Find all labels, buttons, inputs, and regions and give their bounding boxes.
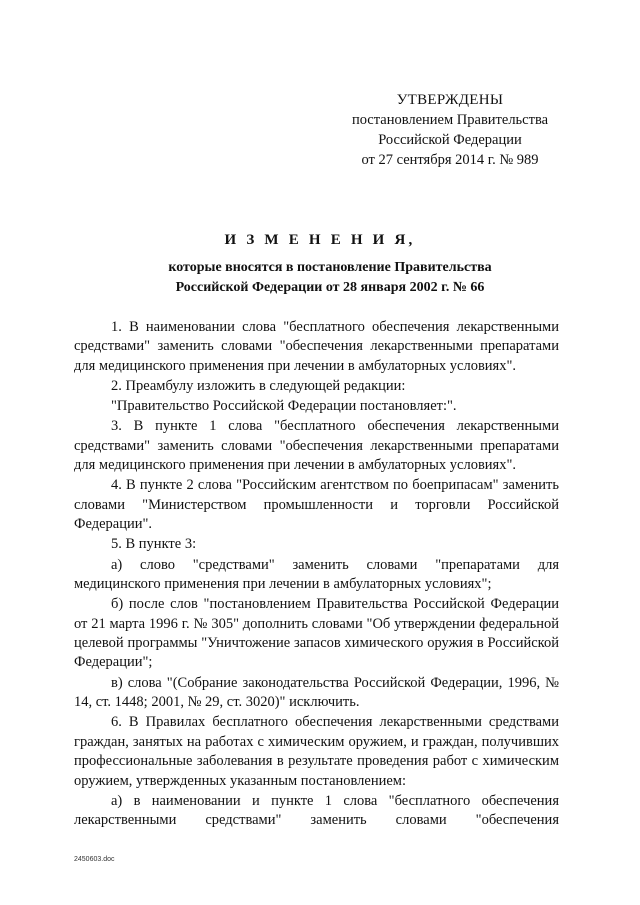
document-body <box>74 318 559 831</box>
footer-file-code: 2450603.doc <box>74 856 115 863</box>
paragraph-4: 4. В пункте 2 слова "Российским агентством по боеприпасам" заменить словами "Министерством промышленности и торговли Российской Федерации". <box>74 477 559 533</box>
approval-stamp <box>340 90 560 170</box>
approval-title: УТВЕРЖДЕНЫ <box>396 92 504 108</box>
document-subtitle-line-2: Российской Федерации от 28 января 2002 г. № 66 <box>175 280 485 295</box>
paragraph-2-text: "Правительство Российской Федерации постановляет:". <box>111 398 457 415</box>
document-subtitle <box>140 258 520 298</box>
paragraph-5b: б) после слов "постановлением Правительства Российской Федерации от 21 марта 1996 г. № 305" дополнить словами "Об утверждении федеральной целевой программы "Уничтожение запасов химического оружия в Российской Федерации"; <box>74 596 559 671</box>
paragraph-6a: а) в наименовании и пункте 1 слова "бесплатного обеспечения лекарственными средствами" заменить словами "обеспечения <box>74 792 559 829</box>
approval-line-2: Российской Федерации <box>378 132 522 148</box>
paragraph-5a: а) слово "средствами" заменить словами "препаратами для медицинского применения при лечении в амбулаторных условиях"; <box>74 556 559 593</box>
paragraph-6: 6. В Правилах бесплатного обеспечения лекарственными средствами граждан, занятых на работах с химическим оружием, и граждан, получивших профессиональные заболевания в результате проведения работ с химическим оружием, утвержденных указанным постановлением: <box>74 714 559 789</box>
document-title: И З М Е Н Е Н И Я, <box>224 232 416 248</box>
paragraph-5: 5. В пункте 3: <box>111 536 197 553</box>
paragraph-5c: в) слова "(Собрание законодательства Российской Федерации, 1996, № 14, ст. 1448; 2001, № 29, ст. 3020)" исключить. <box>74 674 559 711</box>
paragraph-2: 2. Преамбулу изложить в следующей редакции: <box>111 378 406 395</box>
approval-line-3: от 27 сентября 2014 г. № 989 <box>361 152 539 168</box>
document-subtitle-line-1: которые вносятся в постановление Правительства <box>168 260 492 275</box>
paragraph-3: 3. В пункте 1 слова "бесплатного обеспечения лекарственными средствами" заменить словами "обеспечения лекарственными препаратами для медицинского применения при лечении в амбулаторных условиях". <box>74 418 559 474</box>
paragraph-1: 1. В наименовании слова "бесплатного обеспечения лекарственными средствами" заменить словами "обеспечения лекарственными препаратами для медицинского применения при лечении в амбулаторных условиях". <box>74 319 559 374</box>
approval-line-1: постановлением Правительства <box>351 112 549 128</box>
